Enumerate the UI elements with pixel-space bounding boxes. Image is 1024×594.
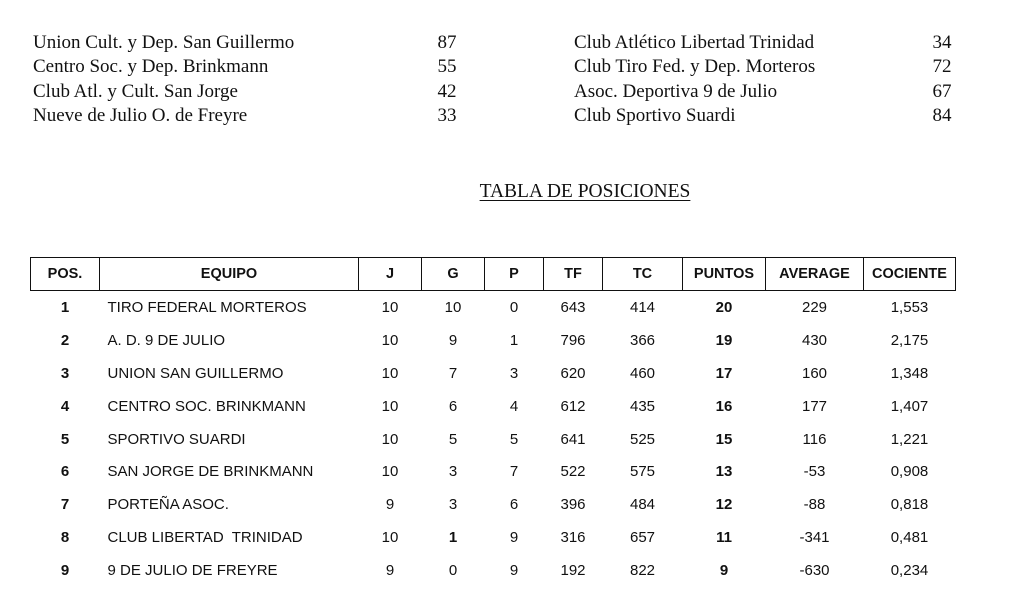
cell-j: 10	[381, 331, 399, 349]
cell-g: 5	[448, 430, 458, 448]
cell-g: 1	[448, 529, 458, 547]
cell-p: 9	[509, 562, 519, 580]
cell-tc: 366	[629, 331, 656, 349]
cell-tc: 575	[629, 463, 656, 481]
cell-puntos: 11	[716, 529, 732, 547]
cell-j: 9	[385, 562, 395, 580]
cell-team: SAN JORGE DE BRINKMANN	[107, 463, 314, 481]
standings-body	[31, 291, 956, 588]
cell-tc: 822	[629, 562, 656, 580]
result-score: 34	[932, 32, 952, 53]
cell-puntos: 17	[715, 364, 733, 382]
cell-pos: 2	[60, 331, 70, 349]
cell-p: 6	[509, 496, 519, 514]
standings-title: TABLA DE POSICIONES	[479, 181, 691, 202]
cell-team: 9 DE JULIO DE FREYRE	[107, 562, 278, 580]
cell-puntos: 15	[715, 430, 733, 448]
result-score: 67	[932, 80, 952, 102]
cell-tf: 643	[560, 298, 586, 316]
cell-tc: 460	[629, 364, 656, 382]
cell-p: 1	[509, 331, 519, 349]
cell-average: 229	[801, 298, 828, 316]
cell-cociente: 1,348	[890, 364, 929, 382]
cell-team: SPORTIVO SUARDI	[107, 430, 246, 448]
result-score: 72	[932, 56, 952, 78]
cell-tf: 620	[560, 364, 586, 382]
header-puntos: PUNTOS	[683, 258, 766, 291]
cell-pos: 9	[60, 562, 70, 580]
cell-team: UNION SAN GUILLERMO	[107, 364, 284, 382]
result-team: Centro Soc. y Dep. Brinkmann	[33, 56, 269, 78]
cell-g: 3	[448, 496, 458, 514]
cell-p: 7	[509, 463, 519, 481]
cell-p: 3	[509, 364, 519, 382]
cell-pos: 5	[60, 430, 70, 448]
result-score: 33	[437, 104, 457, 126]
cell-j: 9	[385, 496, 395, 514]
header-equipo: EQUIPO	[100, 258, 359, 291]
table-row	[31, 554, 956, 587]
cell-tc: 525	[629, 430, 656, 448]
cell-puntos: 13	[715, 463, 733, 481]
result-score: 42	[437, 80, 457, 102]
table-row	[31, 455, 956, 488]
header-tc: TC	[603, 258, 683, 291]
cell-g: 0	[448, 562, 458, 580]
cell-team: CENTRO SOC. BRINKMANN	[107, 397, 306, 415]
table-row	[31, 390, 956, 423]
table-row	[31, 291, 956, 324]
cell-tf: 396	[560, 496, 586, 514]
cell-cociente: 2,175	[890, 331, 929, 349]
cell-cociente: 0,481	[890, 529, 929, 547]
result-team: Nueve de Julio O. de Freyre	[33, 104, 248, 126]
cell-tc: 435	[629, 397, 656, 415]
standings-table	[30, 257, 956, 587]
table-row	[31, 521, 956, 554]
cell-tf: 612	[560, 397, 586, 415]
cell-average: 177	[801, 397, 828, 415]
result-score: 84	[932, 104, 952, 126]
header-p: P	[485, 258, 544, 291]
cell-tf: 522	[560, 463, 586, 481]
cell-team: CLUB LIBERTAD TRINIDAD	[107, 529, 303, 547]
header-g: G	[422, 258, 485, 291]
cell-tf: 641	[560, 430, 586, 448]
cell-team: A. D. 9 DE JULIO	[107, 331, 226, 349]
result-team: Club Sportivo Suardi	[574, 104, 736, 126]
result-team: Club Tiro Fed. y Dep. Morteros	[574, 56, 816, 78]
cell-cociente: 1,221	[890, 430, 929, 448]
cell-average: 430	[801, 331, 828, 349]
cell-pos: 3	[60, 364, 70, 382]
table-row	[31, 324, 956, 357]
cell-average: -53	[803, 463, 826, 481]
cell-puntos: 12	[715, 496, 733, 514]
header-j: J	[359, 258, 422, 291]
cell-average: -341	[799, 529, 830, 547]
cell-puntos: 16	[715, 397, 733, 415]
header-pos: POS.	[31, 258, 100, 291]
result-team: Asoc. Deportiva 9 de Julio	[574, 80, 778, 102]
cell-g: 10	[444, 298, 462, 316]
result-team: Club Atl. y Cult. San Jorge	[33, 80, 238, 102]
cell-cociente: 1,407	[890, 397, 929, 415]
result-team: Club Atlético Libertad Trinidad	[574, 32, 815, 53]
cell-g: 9	[448, 331, 458, 349]
cell-pos: 1	[60, 298, 70, 316]
result-score: 87	[437, 32, 457, 53]
cell-tf: 796	[560, 331, 586, 349]
cell-g: 3	[448, 463, 458, 481]
cell-pos: 4	[60, 397, 70, 415]
cell-j: 10	[381, 463, 399, 481]
cell-p: 9	[509, 529, 519, 547]
cell-average: 160	[801, 364, 828, 382]
cell-average: 116	[802, 430, 827, 448]
cell-g: 7	[448, 364, 458, 382]
header-row	[31, 258, 956, 291]
cell-j: 10	[381, 430, 399, 448]
cell-team: TIRO FEDERAL MORTEROS	[107, 298, 307, 316]
cell-p: 0	[509, 298, 519, 316]
table-row	[31, 357, 956, 390]
cell-j: 10	[381, 364, 399, 382]
header-tf: TF	[544, 258, 603, 291]
cell-j: 10	[381, 397, 399, 415]
cell-average: -88	[803, 496, 826, 514]
cell-cociente: 0,234	[890, 562, 929, 580]
cell-pos: 6	[60, 463, 70, 481]
result-score: 55	[437, 56, 457, 78]
cell-g: 6	[448, 397, 458, 415]
table-row	[31, 488, 956, 521]
cell-tc: 414	[629, 298, 656, 316]
cell-pos: 7	[60, 496, 70, 514]
cell-p: 4	[509, 397, 519, 415]
cell-average: -630	[799, 562, 830, 580]
cell-j: 10	[381, 298, 399, 316]
header-average: AVERAGE	[766, 258, 864, 291]
result-team: Union Cult. y Dep. San Guillermo	[33, 32, 295, 53]
cell-p: 5	[509, 430, 519, 448]
cell-tc: 657	[629, 529, 656, 547]
cell-cociente: 0,908	[890, 463, 929, 481]
cell-cociente: 1,553	[890, 298, 929, 316]
table-row	[31, 423, 956, 456]
standings-header	[31, 258, 956, 291]
cell-cociente: 0,818	[890, 496, 929, 514]
header-cociente: COCIENTE	[864, 258, 956, 291]
cell-pos: 8	[60, 529, 70, 547]
cell-puntos: 9	[719, 562, 729, 580]
cell-puntos: 20	[715, 298, 733, 316]
cell-tf: 316	[560, 529, 586, 547]
cell-j: 10	[381, 529, 399, 547]
cell-puntos: 19	[715, 331, 733, 349]
cell-tf: 192	[560, 562, 586, 580]
cell-tc: 484	[629, 496, 656, 514]
cell-team: PORTEÑA ASOC.	[107, 496, 229, 514]
